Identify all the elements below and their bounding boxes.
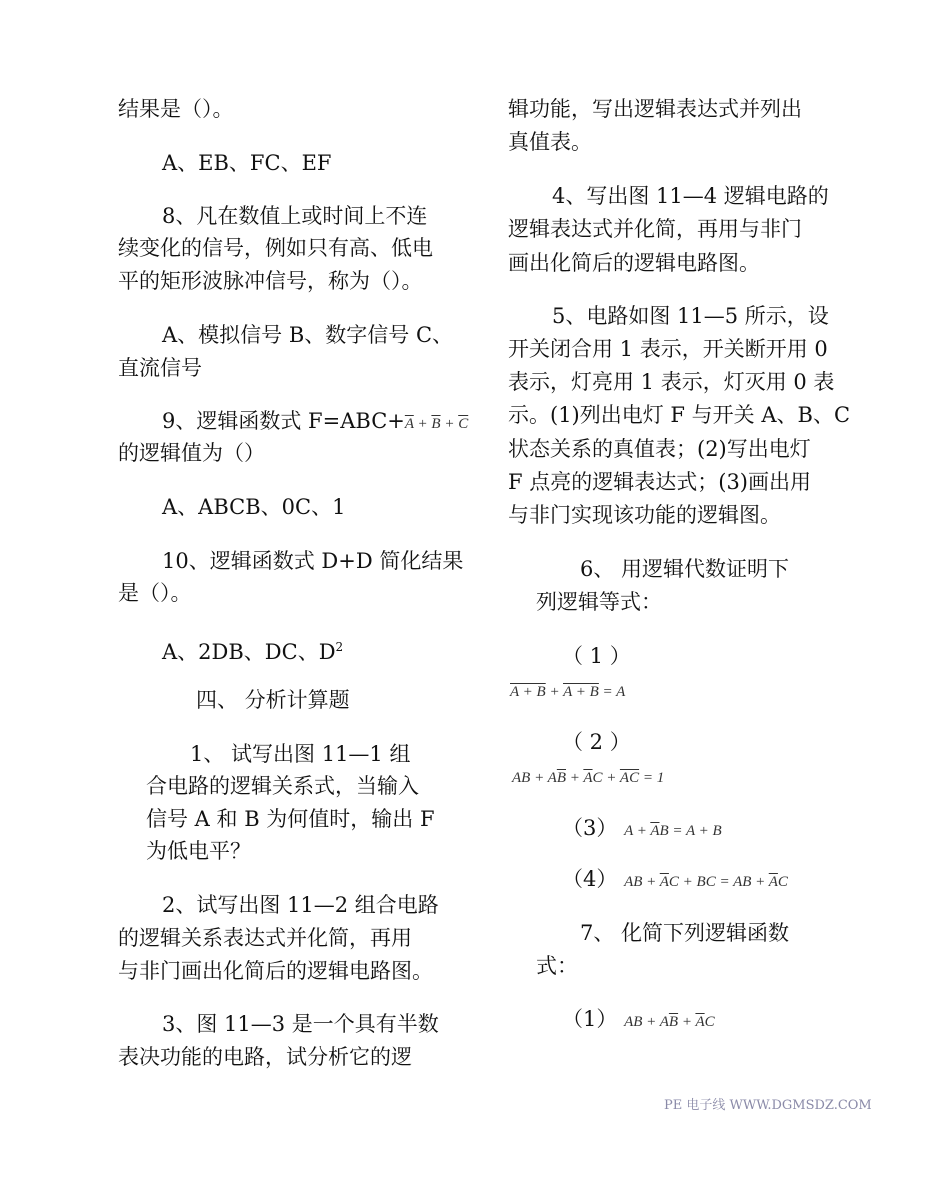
problem-1-line: 合电路的逻辑关系式，当输入 xyxy=(146,774,419,798)
equation-3-label: （3） xyxy=(562,816,618,840)
problem-7-line: 7、 化简下列逻辑函数 xyxy=(580,921,790,945)
footer-watermark: PE 电子线 WWW.DGMSDZ.COM xyxy=(664,1098,872,1113)
answer-options: 直流信号 xyxy=(118,356,202,380)
problem-6-line: 列逻辑等式： xyxy=(536,590,662,614)
problem-5-line: 开关闭合用 1 表示，开关断开用 0 xyxy=(508,337,828,361)
question-9-line xyxy=(162,408,468,437)
question-8-line: 平的矩形波脉冲信号，称为（）。 xyxy=(118,269,423,293)
equation-2-formula: AB + $A\overline{B} + \overline{A}C + \overline{AC} = 1$ xyxy=(512,770,665,786)
problem-5-line: 5、电路如图 11—5 所示，设 xyxy=(552,304,829,328)
text-line: 结果是（）。 xyxy=(118,97,234,121)
question-8-line: 续变化的信号，例如只有高、低电 xyxy=(118,236,433,260)
question-8-line: 8、凡在数值上或时间上不连 xyxy=(162,204,428,228)
problem-7-line: 式： xyxy=(536,954,578,978)
problem-5-line: 状态关系的真值表；(2)写出电灯 xyxy=(508,437,811,461)
question-9-text: 9、逻辑函数式 F=ABC+ xyxy=(162,409,405,433)
problem-1-line: 为低电平？ xyxy=(146,839,251,863)
problem-3-line: 辑功能，写出逻辑表达式并列出 xyxy=(508,97,802,121)
equation-2-label: （ 2 ） xyxy=(562,730,631,754)
problem-2-line: 与非门画出化简后的逻辑电路图。 xyxy=(118,959,433,983)
equation-4-label: （4） xyxy=(562,867,618,891)
problem-3-line: 3、图 11—3 是一个具有半数 xyxy=(162,1012,439,1036)
problem-5-line: F 点亮的逻辑表达式；(3)画出用 xyxy=(508,470,811,494)
superscript: 2 xyxy=(335,640,344,654)
problem-5-line: 示。(1)列出电灯 F 与开关 A、B、C xyxy=(508,403,851,427)
problem-4-line: 4、写出图 11—4 逻辑电路的 xyxy=(552,184,829,208)
question-10-line: 是（）。 xyxy=(118,581,192,605)
problem-3-line: 真值表。 xyxy=(508,130,592,154)
problem-3-line: 表决功能的电路，试分析它的逻 xyxy=(118,1045,412,1069)
answer-options: A、模拟信号 B、数字信号 C、 xyxy=(162,323,454,347)
section-heading: 四、 分析计算题 xyxy=(196,688,350,712)
equation-3: （3） $A + \overline{A}B = A + B$ xyxy=(562,816,722,840)
answer-options: A、ABCB、0C、1 xyxy=(162,495,346,519)
simplify-1-label: （1） xyxy=(562,1007,618,1031)
problem-2-line: 的逻辑关系表达式并化简，再用 xyxy=(118,926,412,950)
simplify-1: （1） AB + $A\overline{B} + \overline{A}C$ xyxy=(562,1007,715,1031)
equation-4: （4） AB + $\overline{A}C$ + BC = AB + $\overline{A}C$ xyxy=(562,867,788,891)
problem-5-line: 与非门实现该功能的逻辑图。 xyxy=(508,503,781,527)
problem-4-line: 逻辑表达式并化简，再用与非门 xyxy=(508,217,802,241)
problem-1-line: 1、 试写出图 11—1 组 xyxy=(190,742,411,766)
problem-4-line: 画出化简后的逻辑电路图。 xyxy=(508,251,760,275)
problem-5-line: 表示，灯亮用 1 表示，灯灭用 0 表 xyxy=(508,370,835,394)
answer-options xyxy=(162,634,343,665)
answer-text: A、2DB、DC、D xyxy=(162,640,336,664)
equation-1-formula: A + B + A + B = A xyxy=(510,684,626,700)
problem-6-line: 6、 用逻辑代数证明下 xyxy=(580,557,790,581)
problem-2-line: 2、试写出图 11—2 组合电路 xyxy=(162,893,439,917)
question-9-line: 的逻辑值为（） xyxy=(118,441,265,465)
question-10-line: 10、逻辑函数式 D+D 简化结果 xyxy=(162,549,464,573)
equation-1-label: （ 1 ） xyxy=(562,644,631,668)
answer-options: A、EB、FC、EF xyxy=(162,151,332,175)
formula-term: $\overline{A} + \overline{B} + \overline{C}$ xyxy=(404,416,469,432)
problem-1-line: 信号 A 和 B 为何值时，输出 F xyxy=(146,807,435,831)
